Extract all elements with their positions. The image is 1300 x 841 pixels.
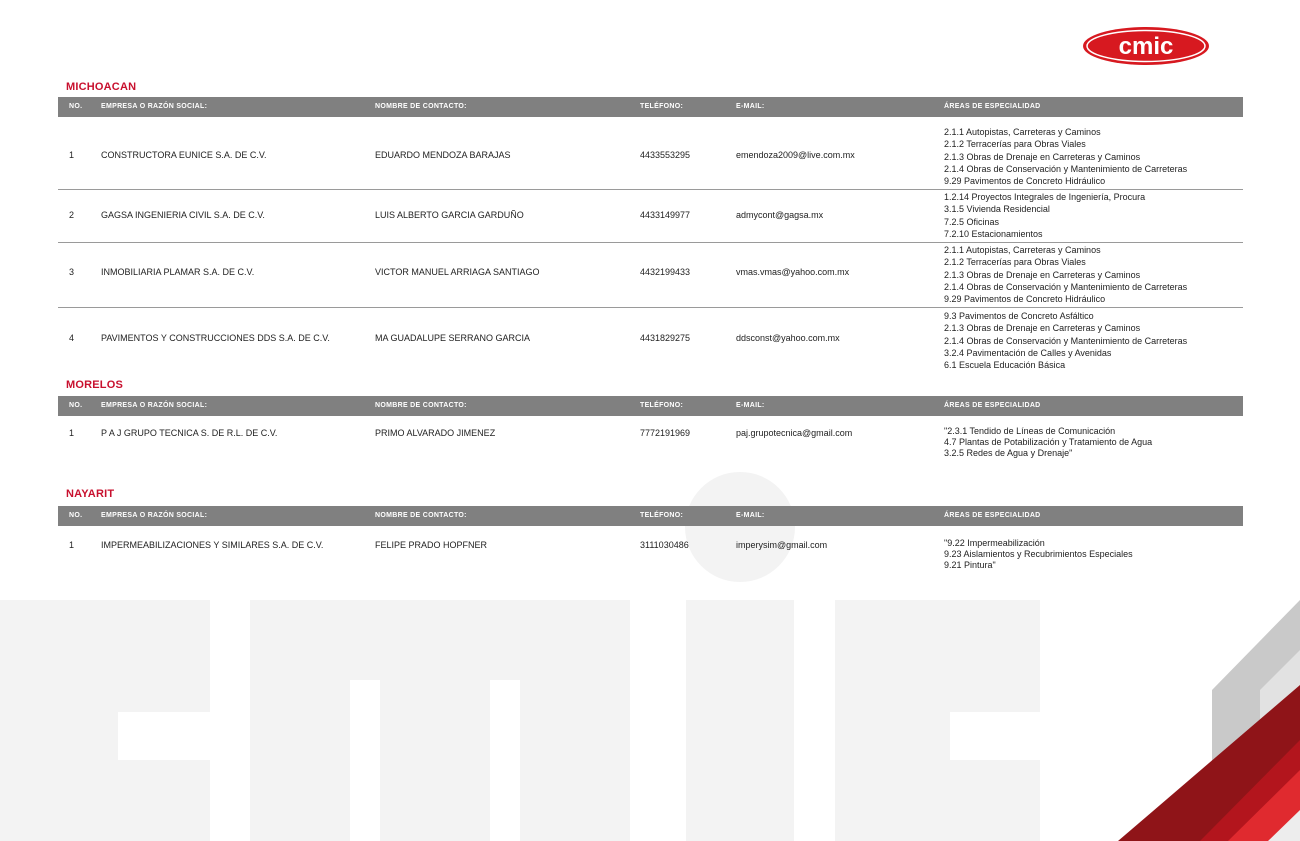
- row-contacto: VICTOR MANUEL ARRIAGA SANTIAGO: [375, 267, 540, 277]
- row-telefono: 4433553295: [640, 150, 691, 160]
- table-header-michoacan: [58, 97, 1243, 117]
- table-row: [58, 243, 1243, 308]
- row-email[interactable]: vmas.vmas@yahoo.com.mx: [736, 267, 850, 277]
- cmic-logo: [1082, 26, 1210, 66]
- row-areas: 2.1.1 Autopistas, Carreteras y Caminos 2.1.2 Terracerías para Obras Viales 2.1.3 Obras de Drenaje en Carreteras y Caminos 2.1.4 Obras de Conservación y Mantenimiento de Carreteras 9.29 Pavimentos de Concreto Hidráulico: [944, 245, 1188, 305]
- col-contacto: NOMBRE DE CONTACTO:: [375, 512, 467, 519]
- row-empresa: CONSTRUCTORA EUNICE S.A. DE C.V.: [101, 150, 267, 160]
- table-row: [58, 118, 1243, 190]
- table-row: [58, 190, 1243, 243]
- row-telefono: 4431829275: [640, 333, 691, 343]
- row-email[interactable]: ddsconst@yahoo.com.mx: [736, 333, 840, 343]
- col-email: E-MAIL:: [736, 402, 765, 409]
- row-email[interactable]: admycont@gagsa.mx: [736, 210, 824, 220]
- table-row: [58, 417, 1243, 467]
- col-telefono: TELÉFONO:: [640, 402, 684, 409]
- section-title-nayarit: NAYARIT: [66, 488, 115, 500]
- row-telefono: 3111030486: [640, 540, 689, 550]
- logo-text: cmic: [1118, 33, 1174, 60]
- row-empresa: INMOBILIARIA PLAMAR S.A. DE C.V.: [101, 267, 255, 277]
- row-no: 2: [69, 210, 75, 220]
- corner-stripes-decoration: [1100, 590, 1300, 841]
- row-telefono: 4432199433: [640, 267, 691, 277]
- table-header-morelos: [58, 396, 1243, 416]
- col-empresa: EMPRESA O RAZÓN SOCIAL:: [101, 512, 208, 519]
- col-email: E-MAIL:: [736, 103, 765, 110]
- row-no: 3: [69, 267, 75, 277]
- col-no: NO.: [69, 402, 83, 409]
- col-empresa: EMPRESA O RAZÓN SOCIAL:: [101, 402, 208, 409]
- row-no: 1: [69, 150, 75, 160]
- col-contacto: NOMBRE DE CONTACTO:: [375, 103, 467, 110]
- col-areas: ÁREAS DE ESPECIALIDAD: [944, 512, 1041, 519]
- row-areas: "9.22 Impermeabilización 9.23 Aislamientos y Recubrimientos Especiales 9.21 Pintura": [944, 538, 1133, 570]
- table-row: [58, 527, 1243, 577]
- row-empresa: PAVIMENTOS Y CONSTRUCCIONES DDS S.A. DE C.V.: [101, 333, 330, 343]
- row-telefono: 7772191969: [640, 428, 691, 438]
- row-areas: 2.1.1 Autopistas, Carreteras y Caminos 2.1.2 Terracerías para Obras Viales 2.1.3 Obras de Drenaje en Carreteras y Caminos 2.1.4 Obras de Conservación y Mantenimiento de Carreteras 9.29 Pavimentos de Concreto Hidráulico: [944, 127, 1188, 187]
- col-no: NO.: [69, 512, 83, 519]
- row-telefono: 4433149977: [640, 210, 691, 220]
- section-title-michoacan: MICHOACAN: [66, 81, 137, 93]
- row-email[interactable]: emendoza2009@live.com.mx: [736, 150, 855, 160]
- col-telefono: TELÉFONO:: [640, 512, 684, 519]
- row-contacto: MA GUADALUPE SERRANO GARCIA: [375, 333, 531, 343]
- row-areas: 9.3 Pavimentos de Concreto Asfáltico 2.1.3 Obras de Drenaje en Carreteras y Caminos 2.1.4 Obras de Conservación y Mantenimiento de Carreteras 3.2.4 Pavimentación de Calles y Avenidas 6.1 Escuela Educación Básica: [944, 311, 1188, 371]
- row-contacto: FELIPE PRADO HOPFNER: [375, 540, 488, 550]
- col-areas: ÁREAS DE ESPECIALIDAD: [944, 103, 1041, 110]
- row-no: 4: [69, 333, 75, 343]
- row-no: 1: [69, 540, 75, 550]
- col-email: E-MAIL:: [736, 512, 765, 519]
- table-row: [58, 308, 1243, 374]
- row-email[interactable]: imperysim@gmail.com: [736, 540, 828, 550]
- row-areas: 1.2.14 Proyectos Integrales de Ingeniería, Procura 3.1.5 Vivienda Residencial 7.2.5 Oficinas 7.2.10 Estacionamientos: [944, 192, 1146, 239]
- col-no: NO.: [69, 103, 83, 110]
- row-empresa: IMPERMEABILIZACIONES Y SIMILARES S.A. DE C.V.: [101, 540, 324, 550]
- row-contacto: LUIS ALBERTO GARCIA GARDUÑO: [375, 210, 524, 220]
- row-contacto: EDUARDO MENDOZA BARAJAS: [375, 150, 511, 160]
- row-contacto: PRIMO ALVARADO JIMENEZ: [375, 428, 496, 438]
- row-empresa: P A J GRUPO TECNICA S. DE R.L. DE C.V.: [101, 428, 278, 438]
- table-header-nayarit: [58, 506, 1243, 526]
- col-contacto: NOMBRE DE CONTACTO:: [375, 402, 467, 409]
- section-title-morelos: MORELOS: [66, 379, 124, 391]
- col-areas: ÁREAS DE ESPECIALIDAD: [944, 402, 1041, 409]
- row-areas: "2.3.1 Tendido de Líneas de Comunicación 4.7 Plantas de Potabilización y Tratamiento de Agua 3.2.5 Redes de Agua y Drenaje": [944, 426, 1153, 458]
- row-email[interactable]: paj.grupotecnica@gmail.com: [736, 428, 853, 438]
- row-empresa: GAGSA INGENIERIA CIVIL S.A. DE C.V.: [101, 210, 265, 220]
- col-telefono: TELÉFONO:: [640, 103, 684, 110]
- row-no: 1: [69, 428, 75, 438]
- col-empresa: EMPRESA O RAZÓN SOCIAL:: [101, 103, 208, 110]
